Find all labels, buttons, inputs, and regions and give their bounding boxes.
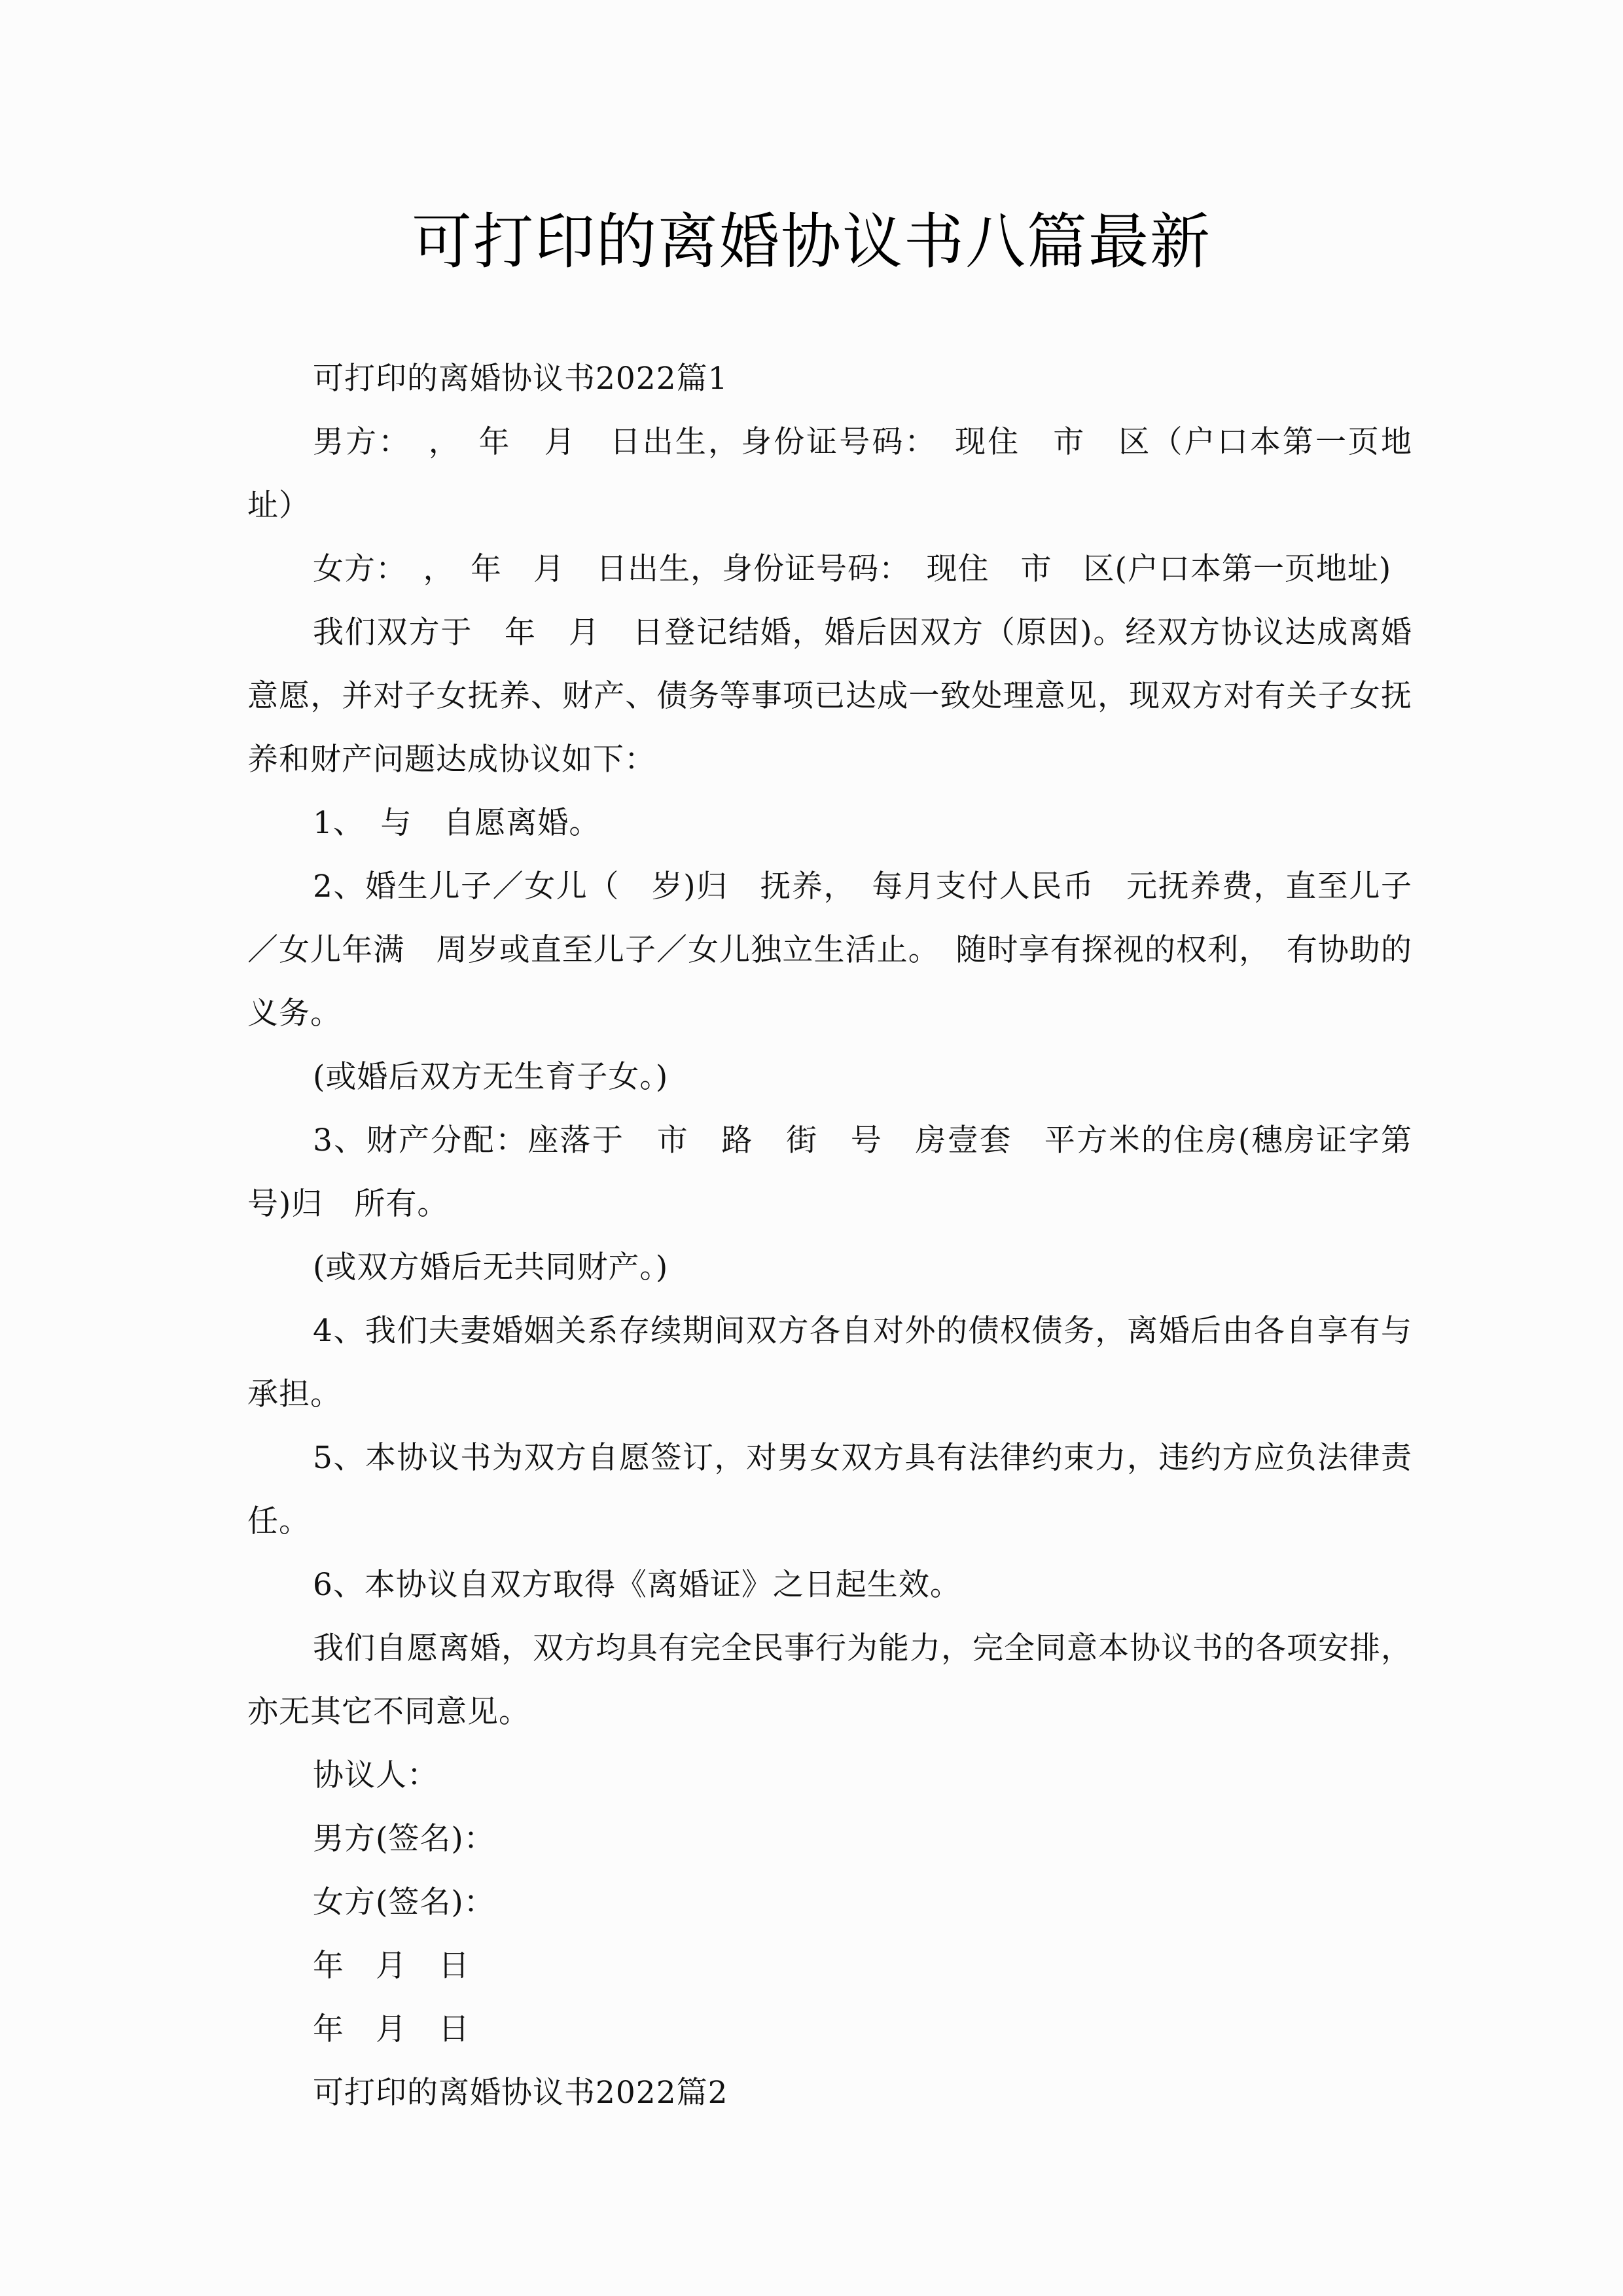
date-line-1: 年 月 日 [313,1948,470,1984]
section-heading-1: 可打印的离婚协议书2022篇1 [313,361,728,397]
clause-2: 2、婚生儿子／女儿（ 岁)归 抚养， 每月支付人民币 元抚养费，直至儿子／女儿年满 周岁或直至儿子／女儿独立生活止。 随时享有探视的权利， 有协助的义务。 [247,869,1412,1031]
clause-1: 1、 与 自愿离婚。 [313,805,601,841]
document-body [247,347,1444,2125]
clause-3-alt: (或双方婚后无共同财产。) [313,1249,669,1285]
clause-4: 4、我们夫妻婚姻关系存续期间双方各自对外的债权债务，离婚后由各自享有与承担。 [247,1313,1412,1412]
section-heading-2: 可打印的离婚协议书2022篇2 [313,2075,728,2111]
clause-5: 5、本协议书为双方自愿签订，对男女双方具有法律约束力，违约方应负法律责任。 [247,1440,1412,1539]
document-title: 可打印的离婚协议书八篇最新 [411,207,1211,277]
closing-statement: 我们自愿离婚，双方均具有完全民事行为能力，完全同意本协议书的各项安排，亦无其它不同意见。 [247,1630,1412,1730]
husband-info: 男方： ， 年 月 日出生，身份证号码： 现住 市 区（户口本第一页地址） [247,424,1412,524]
clause-2-alt: (或婚后双方无生育子女。) [313,1059,669,1095]
preamble-paragraph: 我们双方于 年 月 日登记结婚，婚后因双方（原因)。经双方协议达成离婚意愿，并对子女抚养、财产、债务等事项已达成一致处理意见，现双方对有关子女抚养和财产问题达成协议如下： [247,615,1412,778]
clause-6: 6、本协议自双方取得《离婚证》之日起生效。 [313,1567,961,1603]
signatories-label: 协议人： [313,1757,438,1793]
date-line-2: 年 月 日 [313,2011,470,2047]
husband-signature-label: 男方(签名)： [313,1821,495,1857]
wife-signature-label: 女方(签名)： [313,1884,495,1920]
clause-3: 3、财产分配：座落于 市 路 街 号 房壹套 平方米的住房(穗房证字第 号)归 所有。 [247,1122,1444,1222]
wife-info: 女方： ， 年 月 日出生，身份证号码： 现住 市 区(户口本第一页地址) [313,551,1392,587]
